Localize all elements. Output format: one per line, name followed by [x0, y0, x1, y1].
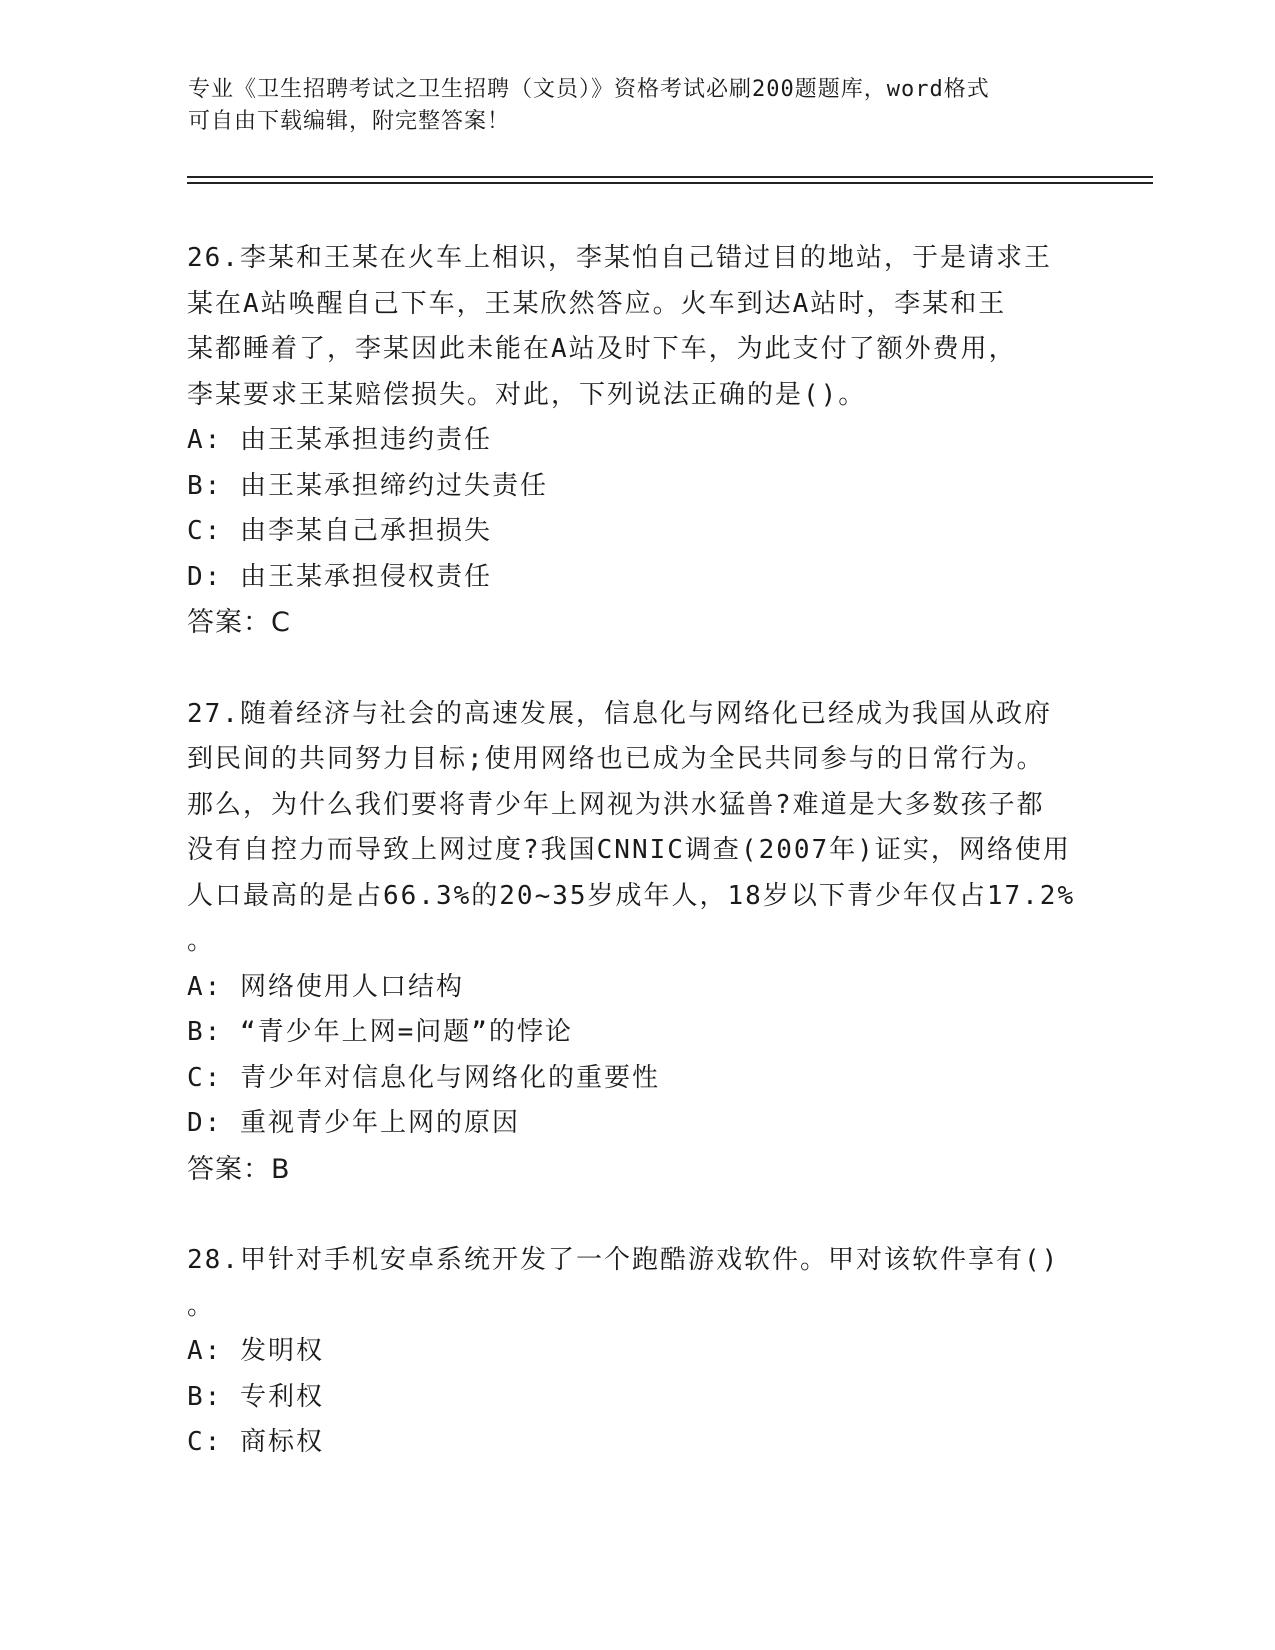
answer-label: 答案：B [187, 1153, 291, 1185]
header-line: 可自由下载编辑，附完整答案！ [188, 109, 511, 134]
option-d: D: 由王某承担侵权责任 [187, 561, 492, 592]
question-stem-line: 那么，为什么我们要将青少年上网视为洪水猛兽?难道是大多数孩子都 [187, 789, 1045, 820]
question-stem-line: 李某要求王某赔偿损失。对此，下列说法正确的是()。 [187, 379, 867, 410]
header-divider-bottom [187, 182, 1153, 184]
option-c: C: 由李某自己承担损失 [187, 516, 492, 546]
question-stem-line: 没有自控力而导致上网过度?我国CNNIC调查(2007年)证实，网络使用 [187, 835, 1071, 865]
question-stem-line: 。 [187, 1290, 216, 1321]
question-stem-line: 26.李某和王某在火车上相识，李某怕自己错过目的地站，于是请求王 [187, 243, 1052, 273]
option-c: C: 商标权 [187, 1427, 324, 1457]
option-b: B: 专利权 [187, 1381, 324, 1412]
option-b: B: “青少年上网=问题”的悖论 [187, 1017, 573, 1047]
answer-label: 答案：C [187, 607, 291, 638]
question-stem-line: 某都睡着了，李某因此未能在A站及时下车，为此支付了额外费用， [187, 334, 1017, 364]
question-28 [187, 1238, 1087, 1466]
option-a: A: 由王某承担违约责任 [187, 425, 492, 455]
question-stem-line: 到民间的共同努力目标;使用网络也已成为全民共同参与的日常行为。 [187, 744, 1045, 774]
option-b: B: 由王某承担缔约过失责任 [187, 470, 548, 501]
question-27 [187, 692, 1087, 1193]
question-list [187, 236, 1087, 1512]
option-d: D: 重视青少年上网的原因 [187, 1108, 520, 1138]
document-header [188, 74, 1088, 138]
header-divider-top [187, 176, 1153, 178]
header-line: 专业《卫生招聘考试之卫生招聘（文员）》资格考试必刷200题题库，word格式 [188, 77, 990, 102]
option-c: C: 青少年对信息化与网络化的重要性 [187, 1062, 660, 1093]
option-a: A: 网络使用人口结构 [187, 971, 464, 1002]
question-stem-line: 27.随着经济与社会的高速发展，信息化与网络化已经成为我国从政府 [187, 698, 1052, 729]
question-stem-line: 28.甲针对手机安卓系统开发了一个跑酷游戏软件。甲对该软件享有() [187, 1245, 1060, 1275]
option-a: A: 发明权 [187, 1336, 324, 1366]
question-stem-line: 。 [187, 926, 216, 956]
question-stem-line: 人口最高的是占66.3%的20~35岁成年人，18岁以下青少年仅占17.2% [187, 880, 1076, 911]
question-26 [187, 236, 1087, 646]
question-stem-line: 某在A站唤醒自己下车，王某欣然答应。火车到达A站时，李某和王 [187, 288, 1007, 319]
